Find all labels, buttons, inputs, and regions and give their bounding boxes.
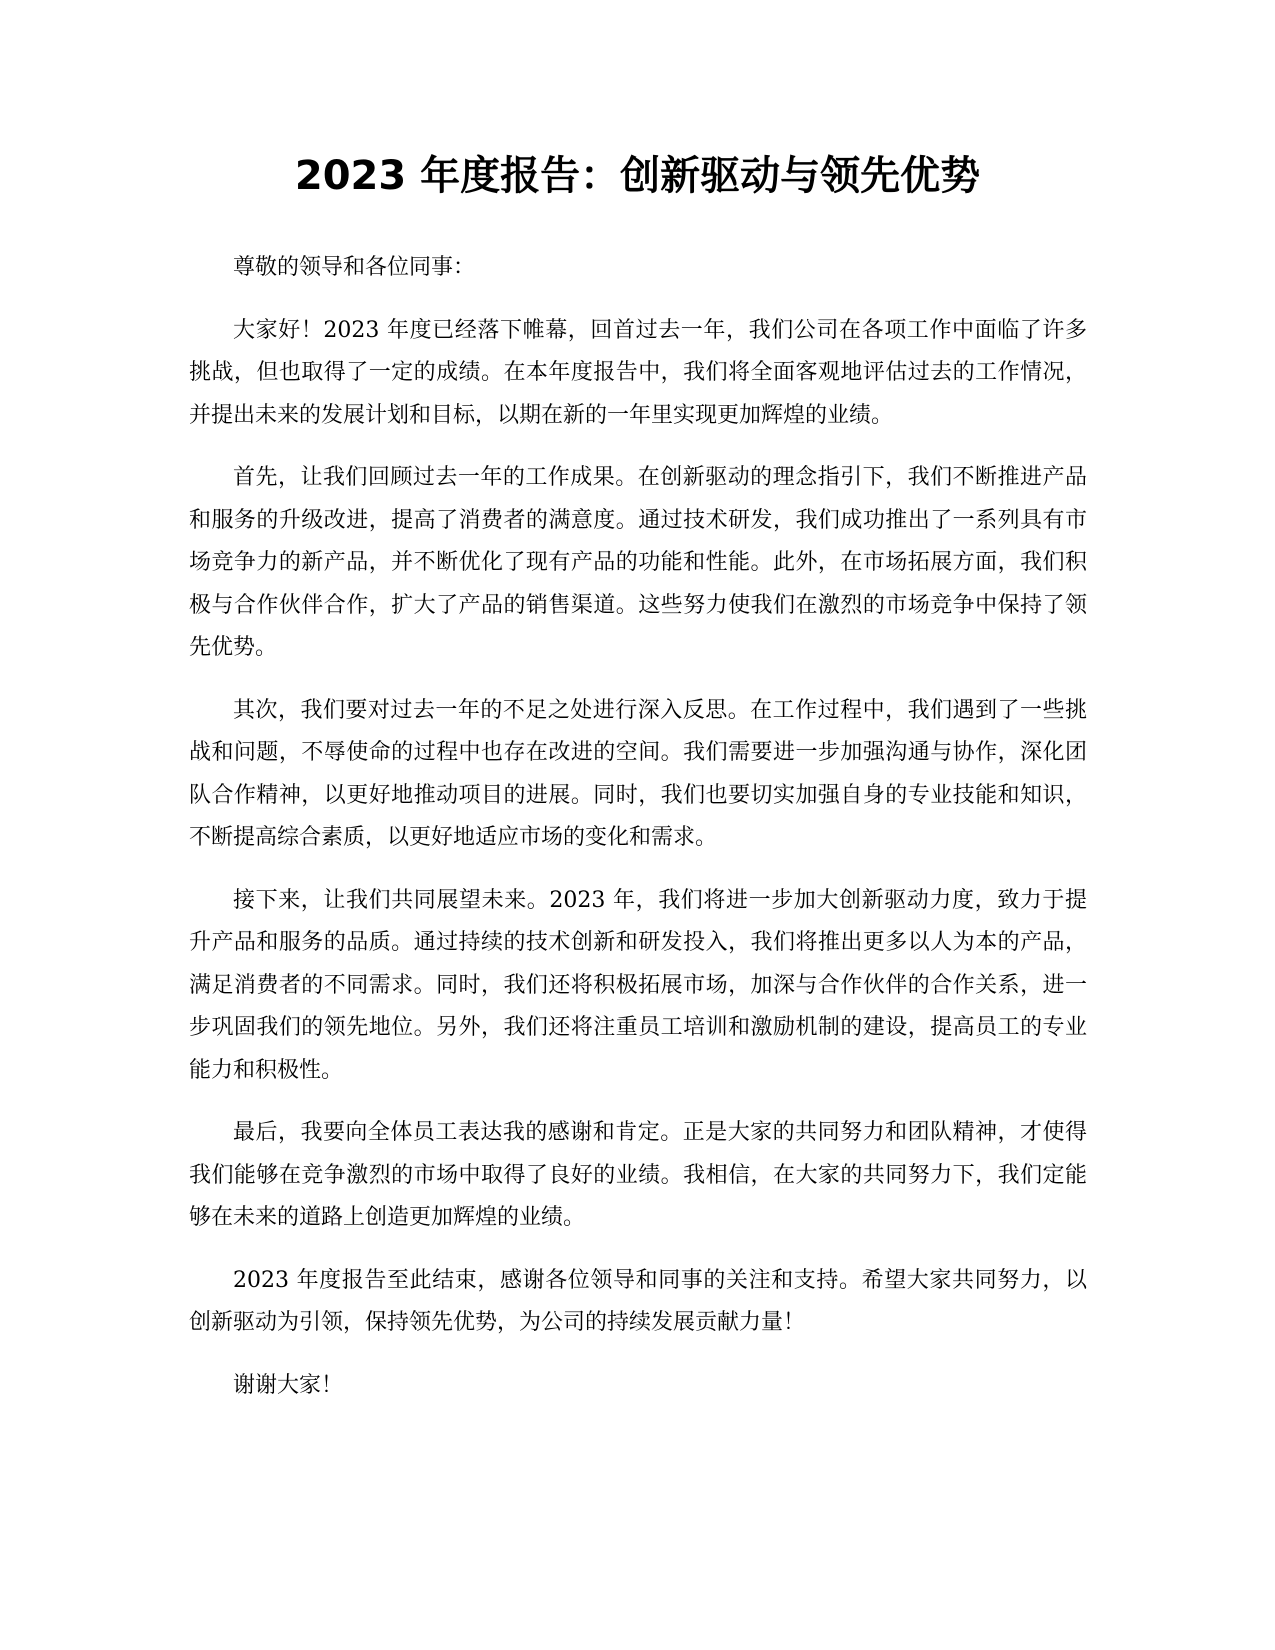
paragraph-thanks: 最后，我要向全体员工表达我的感谢和肯定。正是大家的共同努力和团队精神，才使得我们能够在竞争激烈的市场中取得了良好的业绩。我相信，在大家的共同努力下，我们定能够在未来的道路上创造更加辉煌的业绩。 — [189, 1120, 1087, 1230]
paragraph-outlook: 接下来，让我们共同展望未来。2023 年，我们将进一步加大创新驱动力度，致力于提升产品和服务的品质。通过持续的技术创新和研发投入，我们将推出更多以人为本的产品，满足消费者的不同需求。同时，我们还将积极拓展市场，加深与合作伙伴的合作关系，进一步巩固我们的领先地位。另外，我们还将注重员工培训和激励机制的建设，提高员工的专业能力和积极性。 — [189, 887, 1087, 1083]
paragraph-conclusion: 2023 年度报告至此结束，感谢各位领导和同事的关注和支持。希望大家共同努力，以创新驱动为引领，保持领先优势，为公司的持续发展贡献力量！ — [189, 1267, 1087, 1335]
document-body — [189, 247, 1087, 1427]
closing-line: 谢谢大家！ — [233, 1372, 344, 1398]
paragraph-achievements: 首先，让我们回顾过去一年的工作成果。在创新驱动的理念指引下，我们不断推进产品和服务的升级改进，提高了消费者的满意度。通过技术研发，我们成功推出了一系列具有市场竞争力的新产品，并不断优化了现有产品的功能和性能。此外，在市场拓展方面，我们积极与合作伙伴合作，扩大了产品的销售渠道。这些努力使我们在激烈的市场竞争中保持了领先优势。 — [189, 465, 1087, 660]
document-title: 2023 年度报告：创新驱动与领先优势 — [294, 153, 981, 199]
paragraph-greeting: 大家好！2023 年度已经落下帷幕，回首过去一年，我们公司在各项工作中面临了许多挑战，但也取得了一定的成绩。在本年度报告中，我们将全面客观地评估过去的工作情况，并提出未来的发展计划和目标，以期在新的一年里实现更加辉煌的业绩。 — [189, 317, 1087, 428]
paragraph-reflection: 其次，我们要对过去一年的不足之处进行深入反思。在工作过程中，我们遇到了一些挑战和问题，不辱使命的过程中也存在改进的空间。我们需要进一步加强沟通与协作，深化团队合作精神，以更好地推动项目的进展。同时，我们也要切实加强自身的专业技能和知识，不断提高综合素质，以更好地适应市场的变化和需求。 — [189, 697, 1087, 850]
salutation: 尊敬的领导和各位同事： — [233, 255, 476, 280]
